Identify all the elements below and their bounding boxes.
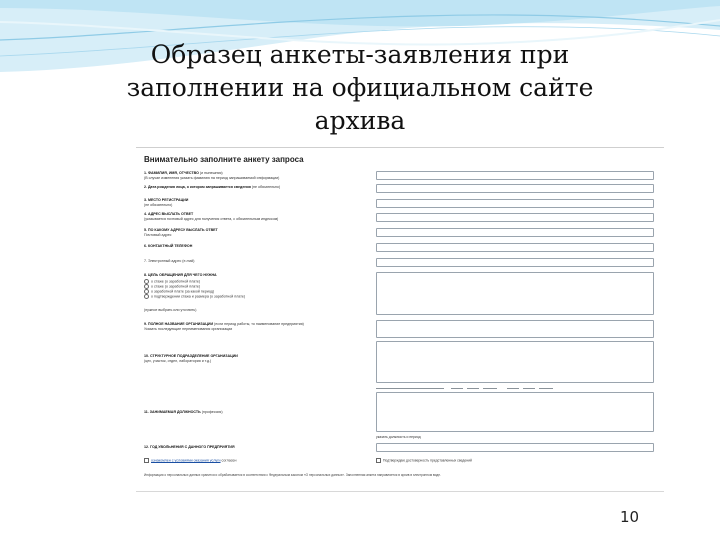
purpose-radio[interactable]: о стаже (о заработной плате) xyxy=(144,284,200,289)
reply-address-input[interactable] xyxy=(376,213,654,222)
field-label: 1. ФАМИЛИЯ, ИМЯ, ОТЧЕСТВО (и нынешняя) xyxy=(144,171,223,175)
purpose-radio[interactable]: о подтверждении стажа и размера (о заработной плате) xyxy=(144,294,245,299)
purpose-radio[interactable]: о заработной плате (за какой период) xyxy=(144,289,214,294)
field-label: 9. ПОЛНОЕ НАЗВАНИЕ ОРГАНИЗАЦИИ (если период работы, то наименование предприятия) xyxy=(144,322,304,326)
position-sublabel: указать должность и период xyxy=(376,435,421,439)
field-hint: (указывается почтовый адрес для получения ответа, с обязательным индексом) xyxy=(144,217,279,221)
purpose-textarea[interactable] xyxy=(376,272,654,315)
field-label: 7. Электронный адрес (e-mail) xyxy=(144,259,195,263)
position-textarea[interactable] xyxy=(376,392,654,432)
form-heading: Внимательно заполните анкету запроса xyxy=(144,155,304,164)
department-textarea[interactable] xyxy=(376,341,654,383)
email-input[interactable] xyxy=(376,258,654,267)
field-hint: (В случае изменения указать фамилию на период запрашиваемой информации) xyxy=(144,176,280,180)
field-hint: Почтовый адрес xyxy=(144,233,172,237)
registration-input[interactable] xyxy=(376,199,654,208)
field-label: 2. Дата рождения лица, о котором запрашивается сведения (не обязательно) xyxy=(144,185,281,189)
postal-address-input[interactable] xyxy=(376,228,654,237)
field-label: 10. СТРУКТУРНОЕ ПОДРАЗДЕЛЕНИЕ ОРГАНИЗАЦИИ xyxy=(144,354,238,358)
field-label: 5. ПО КАКОМУ АДРЕСУ ВЫСЛАТЬ ОТВЕТ xyxy=(144,228,218,232)
purpose-radio[interactable]: о стаже (о заработной плате) xyxy=(144,279,200,284)
consent-row: ознакомлен с условиями оказания услуги согласен xyxy=(144,458,236,463)
consent-link[interactable]: ознакомлен с условиями оказания услуги xyxy=(151,458,221,463)
field-label: 8. ЦЕЛЬ ОБРАЩЕНИЯ ДЛЯ ЧЕГО НУЖНА xyxy=(144,273,217,277)
slide-title xyxy=(110,38,610,137)
field-label: 3. МЕСТО РЕГИСТРАЦИИ xyxy=(144,198,189,202)
page-number: 10 xyxy=(620,508,640,526)
birthdate-input[interactable] xyxy=(376,184,654,193)
field-hint: (не обязательно) xyxy=(144,203,173,207)
field-hint: Указать последующие переименования организации xyxy=(144,327,233,331)
fio-input[interactable] xyxy=(376,171,654,180)
confirm-row: Подтверждаю достоверность представленных сведений xyxy=(376,458,472,463)
field-hint: (нужное выбрать или уточнить) xyxy=(144,308,197,312)
consent-checkbox[interactable] xyxy=(144,458,149,463)
phone-input[interactable] xyxy=(376,243,654,252)
field-label: 4. АДРЕС ВЫСЛАТЬ ОТВЕТ xyxy=(144,212,194,216)
footer-note: Информация о персональных данных хранится и обрабатывается в соответствии с Федеральным законом «О персональных данных». Заполненная анкета направляется в архив в электронном виде. xyxy=(144,473,441,477)
field-hint: (цех, участок, отдел, лаборатория и т.д.) xyxy=(144,359,212,363)
slide-title-line-1: Образец анкеты-заявления при xyxy=(150,40,570,69)
slide-title-line-2: заполнении на официальном сайте xyxy=(126,73,594,102)
dismissal-year-input[interactable] xyxy=(376,443,654,452)
field-label: 12. ГОД УВОЛЬНЕНИЯ С ДАННОГО ПРЕДПРИЯТИЯ xyxy=(144,445,235,449)
date-range-line xyxy=(376,385,654,391)
slide-title-line-3: архива xyxy=(314,106,406,135)
organization-textarea[interactable] xyxy=(376,320,654,338)
field-label: 11. ЗАНИМАЕМАЯ ДОЛЖНОСТЬ (профессия) xyxy=(144,410,223,414)
form-screenshot xyxy=(136,147,664,492)
field-label: 6. КОНТАКТНЫЙ ТЕЛЕФОН xyxy=(144,244,193,248)
confirm-checkbox[interactable] xyxy=(376,458,381,463)
